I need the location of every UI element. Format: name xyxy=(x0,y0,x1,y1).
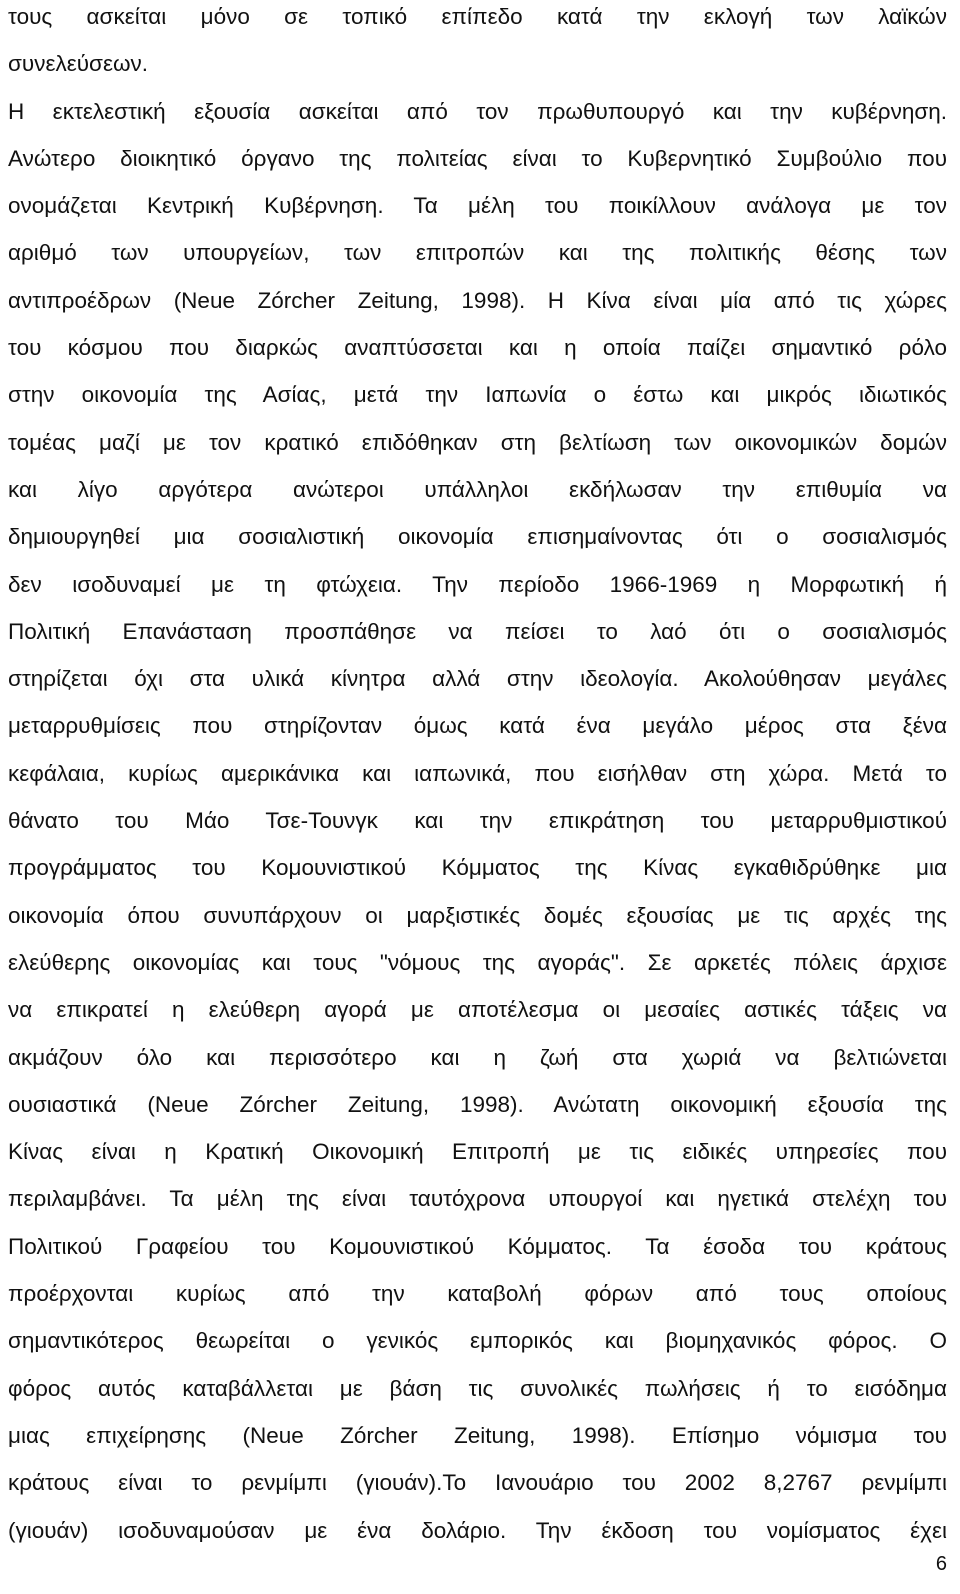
text-line: οικονομία όπου συνυπάρχουν οι μαρξιστικές δομές εξουσίας με τις αρχές της xyxy=(8,902,947,928)
text-line: ουσιαστικά (Neue Zórcher Zeitung, 1998). Ανώτατη οικονομική εξουσία της xyxy=(8,1091,947,1117)
text-line: προγράμματος του Κομουνιστικού Κόμματος της Κίνας εγκαθιδρύθηκε μια xyxy=(8,855,947,881)
text-line: να επικρατεί η ελεύθερη αγορά με αποτέλεσμα οι μεσαίες αστικές τάξεις να xyxy=(8,997,947,1023)
text-line: τους ασκείται μόνο σε τοπικό επίπεδο κατά την εκλογή των λαϊκών xyxy=(8,4,947,29)
text-line: κράτους είναι το ρενμίμπι (γιουάν).Το Ιανουάριο του 2002 8,2767 ρενμίμπι xyxy=(8,1470,947,1496)
text-line: ονομάζεται Κεντρική Κυβέρνηση. Τα μέλη του ποικίλλουν ανάλογα με τον xyxy=(8,193,947,219)
text-line: Κίνας είναι η Κρατική Οικονομική Επιτροπή με τις ειδικές υπηρεσίες που xyxy=(8,1139,947,1165)
text-line: (γιουάν) ισοδυναμούσαν με ένα δολάριο. Την έκδοση του νομίσματος έχει xyxy=(8,1517,947,1543)
text-line: στηρίζεται όχι στα υλικά κίνητρα αλλά στην ιδεολογία. Ακολούθησαν μεγάλες xyxy=(8,666,947,692)
text-line: δεν ισοδυναμεί με τη φτώχεια. Την περίοδο 1966-1969 η Μορφωτική ή xyxy=(8,571,947,597)
text-line: και λίγο αργότερα ανώτεροι υπάλληλοι εκδήλωσαν την επιθυμία να xyxy=(8,476,947,502)
text-line: προέρχονται κυρίως από την καταβολή φόρων από τους οποίους xyxy=(8,1281,947,1307)
text-line: φόρος αυτός καταβάλλεται με βάση τις συνολικές πωλήσεις ή το εισόδημα xyxy=(8,1375,947,1401)
text-line: του κόσμου που διαρκώς αναπτύσσεται και η οποία παίζει σημαντικό ρόλο xyxy=(8,335,947,361)
text-line: Ανώτερο διοικητικό όργανο της πολιτείας είναι το Κυβερνητικό Συμβούλιο που xyxy=(8,145,947,171)
text-line: Πολιτική Επανάσταση προσπάθησε να πείσει το λαό ότι ο σοσιαλισμός xyxy=(8,618,947,644)
text-line: τομέας μαζί με τον κρατικό επιδόθηκαν στη βελτίωση των οικονομικών δομών xyxy=(8,429,947,455)
text-line: ελεύθερης οικονομίας και τους "νόμους της αγοράς". Σε αρκετές πόλεις άρχισε xyxy=(8,949,947,975)
text-line: Η εκτελεστική εξουσία ασκείται από τον πρωθυπουργό και την κυβέρνηση. xyxy=(8,98,947,124)
text-line: μιας επιχείρησης (Neue Zórcher Zeitung, 1998). Επίσημο νόμισμα του xyxy=(8,1422,947,1448)
text-line: θάνατο του Μάο Τσε-Τουνγκ και την επικράτηση του μεταρρυθμιστικού xyxy=(8,808,947,834)
text-line: κεφάλαια, κυρίως αμερικάνικα και ιαπωνικά, που εισήλθαν στη χώρα. Μετά το xyxy=(8,760,947,786)
text-line: σημαντικότερος θεωρείται ο γενικός εμπορικός και βιομηχανικός φόρος. Ο xyxy=(8,1328,947,1354)
text-line: στην οικονομία της Ασίας, μετά την Ιαπωνία ο έστω και μικρός ιδιωτικός xyxy=(8,382,947,408)
text-line: συνελεύσεων. xyxy=(8,51,149,77)
body-text xyxy=(8,0,947,1554)
text-line: Πολιτικού Γραφείου του Κομουνιστικού Κόμματος. Τα έσοδα του κράτους xyxy=(8,1233,947,1259)
text-line: μεταρρυθμίσεις που στηρίζονταν όμως κατά ένα μεγάλο μέρος στα ξένα xyxy=(8,713,947,739)
page-number: 6 xyxy=(935,1553,947,1575)
text-line: αριθμό των υπουργείων, των επιτροπών και της πολιτικής θέσης των xyxy=(8,240,947,266)
text-line: ακμάζουν όλο και περισσότερο και η ζωή στα χωριά να βελτιώνεται xyxy=(8,1044,947,1070)
text-line: αντιπροέδρων (Neue Zórcher Zeitung, 1998). Η Κίνα είναι μία από τις χώρες xyxy=(8,287,947,313)
text-line: περιλαμβάνει. Τα μέλη της είναι ταυτόχρονα υπουργοί και ηγετικά στελέχη του xyxy=(8,1186,947,1212)
text-line: δημιουργηθεί μια σοσιαλιστική οικονομία επισημαίνοντας ότι ο σοσιαλισμός xyxy=(8,524,947,550)
